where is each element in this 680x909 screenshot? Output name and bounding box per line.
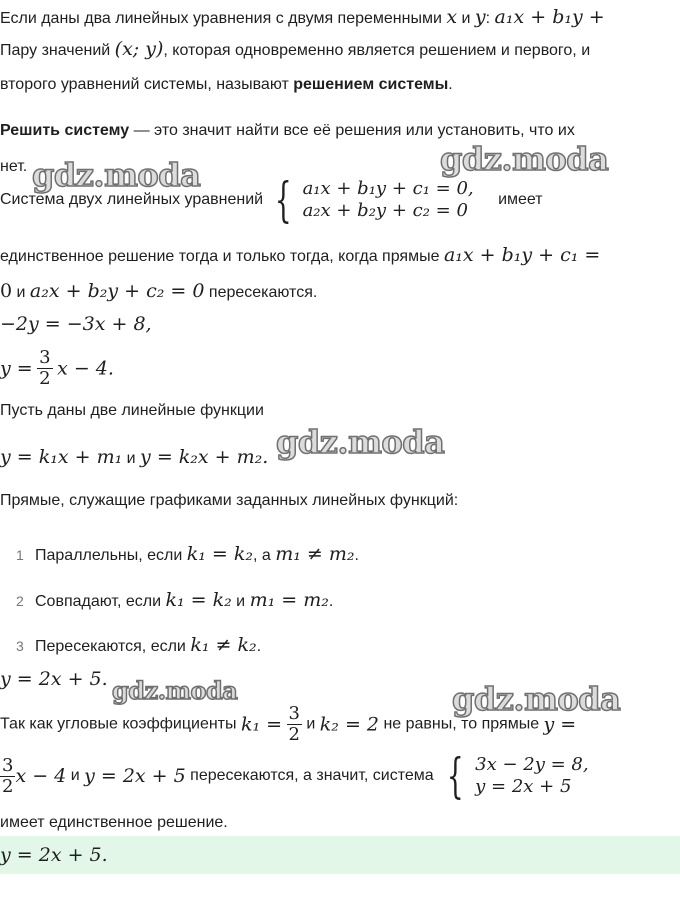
- line-13: Прямые, служащие графиками заданных линейных функций:: [0, 492, 459, 509]
- math: a₂x + b₂y + c₂ = 0: [29, 280, 205, 302]
- line-19: [0, 748, 589, 808]
- math: y: [474, 6, 486, 28]
- text: пересекаются, а значит, система: [185, 767, 434, 784]
- text: Если даны два линейных уравнения с двумя переменными: [0, 10, 447, 27]
- brace: {: [274, 172, 292, 228]
- line-2: [0, 38, 590, 62]
- watermark-logo: gdz.moda: [452, 680, 621, 718]
- answer-box: [0, 836, 680, 874]
- list-item: [0, 634, 261, 658]
- numerator: 3: [39, 348, 51, 368]
- answer-expression: y = 2x + 5.: [0, 844, 108, 866]
- text: Параллельны, если: [35, 547, 187, 564]
- math: a₁x + b₁y +: [494, 6, 605, 28]
- text: Пару значений: [0, 42, 115, 59]
- math: y = k₂x + m₂.: [140, 446, 269, 468]
- line-10: [0, 348, 114, 392]
- watermark-logo: gdz.moda: [112, 676, 238, 705]
- text: , которая одновременно является решением и первого, и: [163, 42, 591, 59]
- brace: {: [447, 748, 464, 804]
- math: x − 4.: [57, 357, 114, 380]
- text: единственное решение тогда и только тогда, когда прямые: [0, 248, 444, 265]
- list-number: 3: [16, 638, 24, 654]
- line-12: [0, 446, 268, 470]
- text: Пересекаются, если: [35, 638, 191, 655]
- text: и: [12, 284, 30, 301]
- math: k₁ ≠ k₂: [190, 634, 257, 656]
- line-4: [0, 120, 575, 142]
- watermark-logo: gdz.moda: [276, 423, 445, 461]
- text: и: [457, 10, 475, 27]
- line-11: Пусть даны две линейные функции: [0, 402, 264, 419]
- denominator: 2: [288, 724, 300, 745]
- math: k₁ = k₂: [186, 543, 254, 565]
- text: Совпадают, если: [35, 593, 166, 610]
- math: k₁ =: [240, 713, 283, 736]
- equation: y = 2x + 5: [475, 776, 572, 797]
- list-number: 1: [16, 547, 24, 563]
- math: y =: [543, 713, 577, 736]
- line-5: нет.: [0, 158, 28, 175]
- text: , а: [253, 547, 276, 564]
- equation: a₁x + b₁y + c₁ = 0,: [302, 178, 474, 199]
- text: — это значит найти все её решения или установить, что их: [129, 122, 575, 139]
- text: имеет: [498, 191, 543, 208]
- text: и: [231, 593, 250, 610]
- line-1: [0, 6, 605, 30]
- math: x − 4: [15, 765, 67, 787]
- fraction: [0, 756, 15, 797]
- equation: a₂x + b₂y + c₂ = 0: [302, 200, 468, 221]
- bold-term: решением системы: [293, 76, 449, 93]
- math: y = 2x + 5: [84, 765, 186, 787]
- math: (x; y): [114, 38, 164, 60]
- system: [475, 754, 588, 798]
- denominator: 2: [2, 775, 14, 797]
- text: :: [485, 10, 495, 27]
- text: не равны, то прямые: [379, 715, 544, 733]
- math: x: [446, 6, 458, 28]
- numerator: 3: [288, 703, 300, 724]
- text: и: [66, 767, 85, 784]
- list-item: [0, 589, 333, 613]
- line-20: имеет единственное решение.: [0, 814, 228, 831]
- line-9: −2y = −3x + 8,: [0, 313, 152, 335]
- line-3: [0, 74, 453, 96]
- text: .: [448, 76, 453, 93]
- line-17: y = 2x + 5.: [0, 668, 108, 690]
- text: второго уравнений системы, называют: [0, 76, 294, 93]
- text: пересекаются.: [204, 284, 318, 301]
- line-7: [0, 244, 600, 268]
- text: Система двух линейных уравнений: [0, 191, 264, 208]
- math: m₁ ≠ m₂: [275, 543, 355, 565]
- fraction: [287, 704, 302, 745]
- math: y = k₁x + m₁: [0, 446, 123, 468]
- text: .: [354, 547, 359, 564]
- math: m₁ = m₂: [249, 589, 329, 611]
- text: .: [328, 593, 334, 610]
- bold-term: Решить систему: [0, 122, 130, 139]
- equation: 3x − 2y = 8,: [475, 754, 589, 775]
- text: и: [301, 715, 320, 733]
- math: y =: [0, 357, 33, 380]
- math: 0: [0, 280, 13, 302]
- math: k₂ = 2: [319, 713, 379, 736]
- watermark-logo: gdz.moda: [32, 156, 201, 194]
- text: и: [122, 450, 141, 467]
- line-8: [0, 280, 317, 304]
- math: k₁ = k₂: [165, 589, 232, 611]
- denominator: 2: [39, 368, 51, 389]
- fraction: [37, 348, 52, 389]
- watermark-logo: gdz.moda: [440, 140, 609, 178]
- list-number: 2: [16, 593, 24, 609]
- text: Так как угловые коэффициенты: [0, 715, 241, 733]
- numerator: 3: [2, 754, 14, 776]
- list-item: [0, 543, 359, 567]
- text: .: [256, 638, 262, 655]
- math: a₁x + b₁y + c₁ =: [443, 244, 601, 266]
- system: [303, 178, 474, 222]
